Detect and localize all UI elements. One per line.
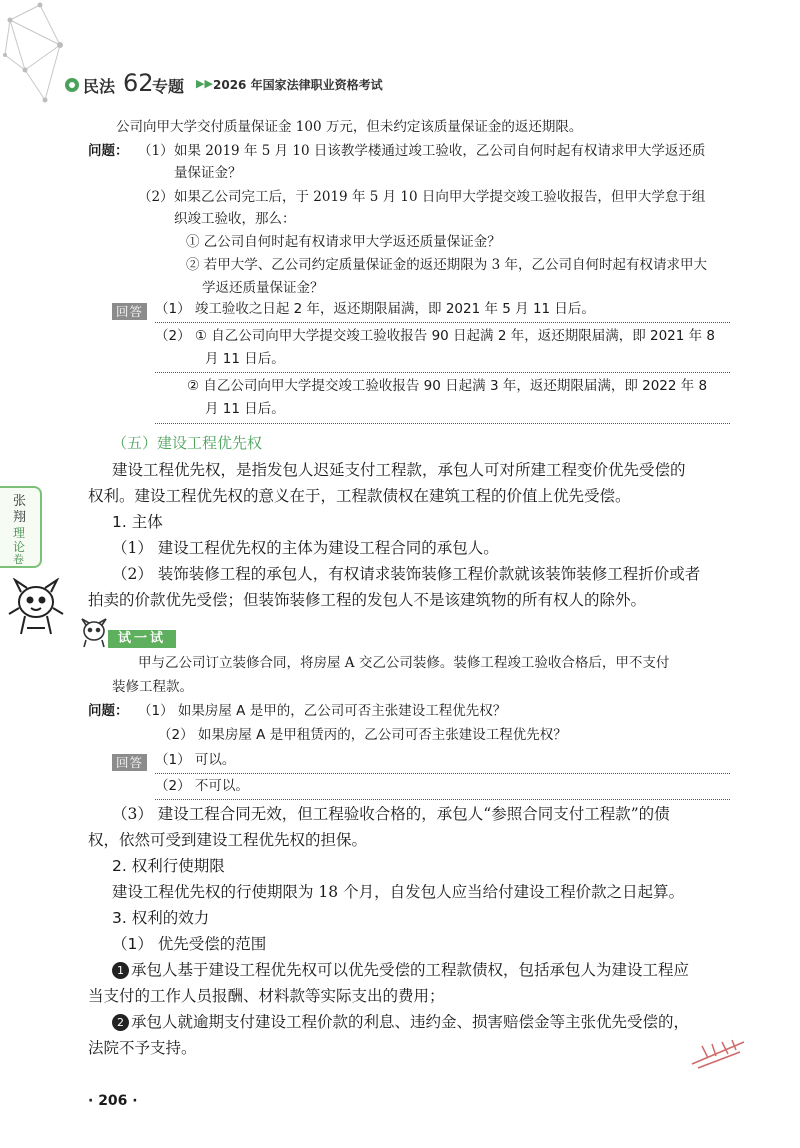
paragraph-3-line-2: 拍卖的价款优先受偿；但装饰装修工程的发包人不是该建筑物的所有权人的除外。 xyxy=(88,591,647,609)
divider xyxy=(155,423,730,424)
header-topic-label: 专题 xyxy=(152,77,185,96)
question-1-line-1: 如果 2019 年 5 月 10 日该教学楼通过竣工验收，乙公司自何时起有权请求甲大学返还质 xyxy=(174,143,706,159)
double-arrow-icon: ▶▶ xyxy=(196,77,213,90)
divider xyxy=(155,799,730,800)
try-text-line-2: 装修工程款。 xyxy=(112,679,193,695)
section-heading: （五）建设工程优先权 xyxy=(112,434,263,452)
paragraph-4-line-1: （3） 建设工程合同无效，但工程验收合格的，承包人“参照合同支付工程款”的债 xyxy=(112,805,670,823)
answer-3-line-1: ② 自乙公司向甲大学提交竣工验收报告 90 日起满 3 年，返还期限届满，即 2022 年 8 xyxy=(187,378,708,394)
subject-icon xyxy=(65,78,79,92)
paragraph-7-line-1: 2 承包人就逾期支付建设工程价款的利息、违约金、损害赔偿金等主张优先受偿的， xyxy=(112,1009,689,1035)
try-answer-tag: 回答 xyxy=(112,752,147,771)
try-answer-1: （1） 可以。 xyxy=(155,752,236,768)
try-question-label: 问题： xyxy=(88,703,129,719)
question-2-number: （2） xyxy=(138,189,174,205)
number-badge: 1 xyxy=(112,962,129,979)
number-badge: 2 xyxy=(112,1014,129,1031)
paragraph-6-line-1: 1 承包人基于建设工程优先权可以优先受偿的工程款债权，包括承包人为建设工程应 xyxy=(112,957,689,983)
page-number: · 206 · xyxy=(88,1093,138,1109)
paragraph-5: 建设工程优先权的行使期限为 18 个月，自发包人应当给付建设工程价款之日起算。 xyxy=(112,883,685,901)
header-topic-number: 62 xyxy=(123,69,154,97)
answer-3-line-2: 月 11 日后。 xyxy=(205,401,285,417)
question-2-line-2: 织竣工验收，那么： xyxy=(174,211,296,227)
try-it-tag: 试一试 xyxy=(108,627,176,648)
corner-stamp-decoration xyxy=(688,1034,748,1074)
subheading-scope: （1） 优先受偿的范围 xyxy=(112,935,267,953)
header-subject: 民法 xyxy=(83,77,116,96)
subheading-subject: 1. 主体 xyxy=(112,513,163,531)
paragraph-3-line-1: （2） 装饰装修工程的承包人，有权请求装饰装修工程价款就该装饰装修工程折价或者 xyxy=(112,565,701,583)
paragraph-1-line-1: 建设工程优先权，是指发包人迟延支付工程款，承包人可对所建工程变价优先受偿的 xyxy=(112,461,686,479)
try-question-2: （2） 如果房屋 A 是甲租赁丙的，乙公司可否主张建设工程优先权？ xyxy=(158,727,567,743)
side-tab: 张 翔 理 论 卷 xyxy=(0,486,42,568)
question-1-line-2: 量保证金？ xyxy=(174,165,242,181)
try-question-1: （1） 如果房屋 A 是甲的，乙公司可否主张建设工程优先权？ xyxy=(138,703,507,719)
paragraph-2: （1） 建设工程优先权的主体为建设工程合同的承包人。 xyxy=(112,539,499,557)
paragraph-7-line-2: 法院不予支持。 xyxy=(88,1039,197,1057)
question-label: 问题： xyxy=(88,143,129,159)
divider xyxy=(155,322,730,323)
paragraph-6-line-2: 当支付的工作人员报酬、材料款等实际支出的费用； xyxy=(88,987,445,1005)
mascot-small-icon xyxy=(78,618,110,648)
header-exam-title: 2026 年国家法律职业资格考试 xyxy=(213,78,383,92)
case-intro: 公司向甲大学交付质量保证金 100 万元，但未约定该质量保证金的返还期限。 xyxy=(116,119,583,135)
question-2-sub-b-line-1: ② 若甲大学、乙公司约定质量保证金的返还期限为 3 年，乙公司自何时起有权请求甲大 xyxy=(186,257,707,273)
divider xyxy=(155,773,730,774)
try-answer-2: （2） 不可以。 xyxy=(155,778,249,794)
answer-tag: 回答 xyxy=(112,301,147,320)
paragraph-1-line-2: 权利。建设工程优先权的意义在于，工程款债权在建筑工程的价值上优先受偿。 xyxy=(88,487,631,505)
network-decoration xyxy=(0,0,70,110)
try-text-line-1: 甲与乙公司订立装修合同，将房屋 A 交乙公司装修。装修工程竣工验收合格后，甲不支付 xyxy=(138,655,670,671)
mascot-illustration xyxy=(5,578,67,640)
question-2-sub-b-line-2: 学返还质量保证金？ xyxy=(202,280,324,296)
divider xyxy=(155,372,730,373)
question-2-sub-a: ① 乙公司自何时起有权请求甲大学返还质量保证金？ xyxy=(186,234,501,250)
answer-2-line-1: （2） ① 自乙公司向甲大学提交竣工验收报告 90 日起满 2 年，返还期限届满，即 2021 年 8 xyxy=(155,328,716,344)
question-2-line-1: 如果乙公司完工后，于 2019 年 5 月 10 日向甲大学提交竣工验收报告，但甲大学怠于组 xyxy=(174,189,706,205)
answer-1: （1） 竣工验收之日起 2 年，返还期限届满，即 2021 年 5 月 11 日后。 xyxy=(155,301,595,317)
answer-2-line-2: 月 11 日后。 xyxy=(205,351,285,367)
paragraph-4-line-2: 权，依然可受到建设工程优先权的担保。 xyxy=(88,831,368,849)
subheading-time-limit: 2. 权利行使期限 xyxy=(112,857,225,875)
question-1-number: （1） xyxy=(138,143,174,159)
subheading-effect: 3. 权利的效力 xyxy=(112,909,210,927)
